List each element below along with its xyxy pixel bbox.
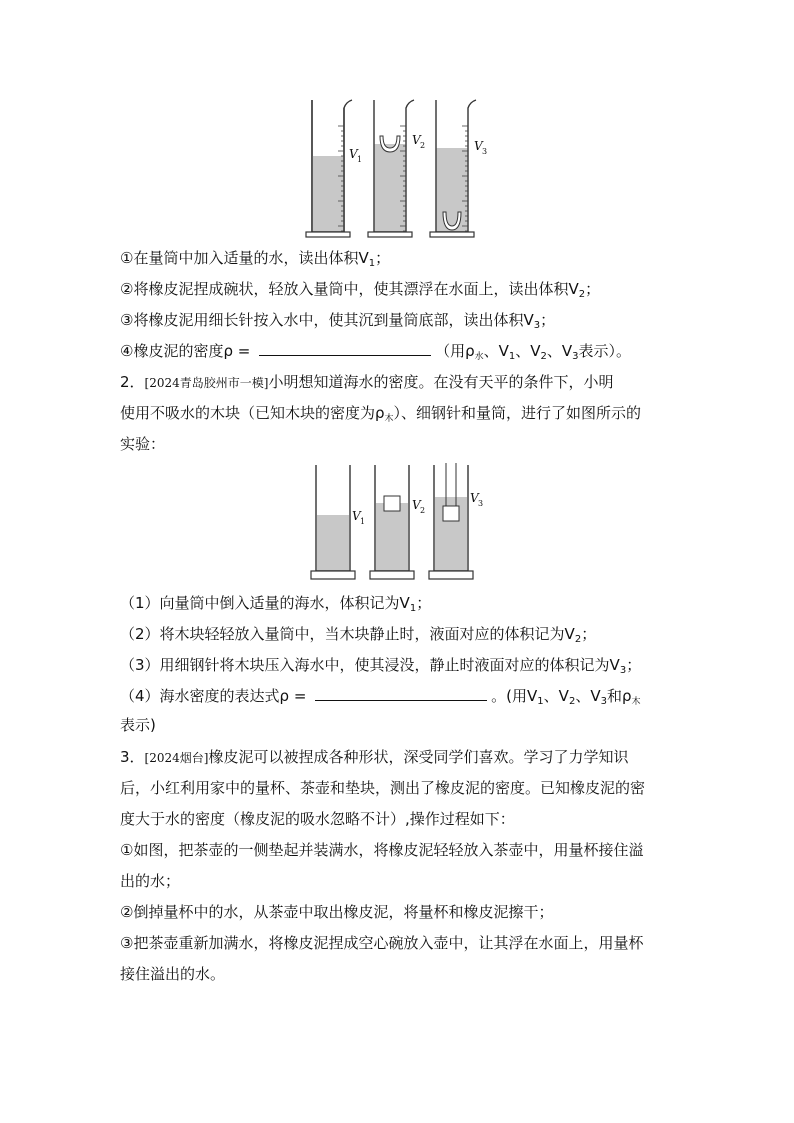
w-v3-sub: 3 (478, 499, 484, 508)
w-v3-label: V (470, 491, 479, 505)
answer-blank-1[interactable] (259, 341, 431, 356)
q1-step-3-sub: 3 (533, 320, 541, 331)
q2-line-1 (120, 372, 680, 393)
q2-step-4-text: （4）海水密度的表达式ρ = (120, 687, 312, 705)
q2-p1: 、V (543, 687, 569, 705)
q2-number: 2． (120, 373, 145, 391)
cylinder-2 (368, 100, 414, 237)
q2-step-3 (120, 655, 680, 675)
figure-cylinders-wood (308, 463, 498, 585)
q2-step-4-cont-text: 表示) (120, 716, 156, 734)
v1-sub: 1 (357, 155, 363, 164)
q3-line-5-text: 出的水； (120, 872, 181, 890)
w-v2-sub: 2 (420, 506, 426, 515)
q2-step-2-sub: 2 (574, 634, 582, 645)
cylinder-c (429, 463, 473, 579)
q1-step-1-sub: 1 (368, 258, 376, 269)
q1-step-2 (120, 279, 680, 299)
q1-step-1-end: ； (375, 249, 391, 267)
q1-s2: 2 (540, 351, 547, 362)
q3-line-2 (120, 778, 680, 798)
q2-step-3-sub: 3 (619, 665, 627, 676)
rho-water-sub: 水 (474, 352, 484, 362)
q1-step-2-sub: 2 (578, 289, 586, 300)
submerged-block (443, 506, 459, 521)
q1-v-c: 、V (546, 342, 573, 360)
rho-wood-sub: 木 (384, 414, 394, 424)
q2-after: 。(用V (491, 687, 538, 705)
q1-step-4 (120, 341, 680, 361)
q1-step-4-paren: （用ρ (435, 342, 475, 360)
q1-step-1-text: ①在量筒中加入适量的水，读出体积V (120, 249, 369, 267)
q2-line-3 (120, 434, 680, 454)
q2-step-1-text: （1）向量筒中倒入适量的海水，体积记为V (120, 594, 410, 612)
q2-step-2-text: （2）将木块轻轻放入量筒中，当木块静止时，液面对应的体积记为V (120, 625, 575, 643)
w-v1-label: V (352, 509, 361, 523)
q1-v-a: 、V (483, 342, 509, 360)
q3-line-7 (120, 933, 680, 953)
q3-line-8-text: 接住溢出的水。 (120, 965, 226, 983)
cylinder-1 (306, 100, 352, 237)
q1-s3: 3 (572, 351, 579, 362)
q2-step-3-text: （3）用细钢针将木块压入海水中，使其浸没，静止时液面对应的体积记为V (120, 656, 620, 674)
q3-line-6-text: ②倒掉量杯中的水，从茶壶中取出橡皮泥，将量杯和橡皮泥擦干； (120, 903, 554, 921)
v2-label: V (412, 133, 421, 147)
q2-line-2-end: ）、细钢针和量筒，进行了如图所示的 (393, 404, 642, 422)
figure-cylinders-plasticine (300, 96, 510, 242)
q2-s3: 3 (600, 696, 607, 707)
q3-source: [2024烟台] (144, 751, 209, 765)
q2-s1: 1 (537, 696, 544, 707)
q2-step-4 (120, 686, 680, 706)
v3-sub: 3 (482, 147, 488, 156)
q1-step-3-end: ； (540, 311, 556, 329)
q2-step-1-sub: 1 (409, 603, 417, 614)
q3-line-6 (120, 902, 680, 922)
q3-line-2-text: 后，小红利用家中的量杯、茶壶和垫块，测出了橡皮泥的密度。已知橡皮泥的密 (120, 779, 646, 797)
cylinder-a (311, 465, 355, 579)
v1-label: V (349, 147, 358, 161)
q2-source: [2024青岛胶州市一模] (144, 376, 269, 390)
q3-line-1 (120, 747, 680, 768)
q3-line-4-text: ①如图，把茶壶的一侧垫起并装满水，将橡皮泥轻轻放入茶壶中，用量杯接住溢 (120, 841, 644, 859)
floating-block (384, 496, 400, 511)
q3-line-3-text: 度大于水的密度（橡皮泥的吸水忽略不计）,操作过程如下： (120, 810, 515, 828)
q3-line-3 (120, 809, 680, 829)
q2-p3: 和ρ (606, 687, 632, 705)
q2-step-2 (120, 624, 680, 644)
q3-line-5 (120, 871, 680, 891)
q3-line-4 (120, 840, 680, 860)
q2-step-4-cont (120, 715, 680, 735)
q3-line-1-text: 橡皮泥可以被捏成各种形状，深受同学们喜欢。学习了力学知识 (208, 748, 629, 766)
v2-sub: 2 (420, 141, 426, 150)
q3-line-8 (120, 964, 680, 984)
v3-label: V (474, 139, 483, 153)
q1-step-3 (120, 310, 680, 330)
q2-step-3-end: ； (626, 656, 642, 674)
q2-line-2 (120, 403, 680, 423)
q2-rho-sub: 木 (631, 697, 641, 707)
cylinder-b (370, 465, 414, 579)
q1-tail: 表示）。 (578, 342, 632, 360)
q1-s1: 1 (508, 351, 516, 362)
q3-line-7-text: ③把茶壶重新加满水，将橡皮泥捏成空心碗放入壶中，让其浮在水面上，用量杯 (120, 934, 644, 952)
q1-step-3-text: ③将橡皮泥用细长针按入水中，使其沉到量筒底部，读出体积V (120, 311, 534, 329)
q1-step-2-text: ②将橡皮泥捏成碗状，轻放入量筒中，使其漂浮在水面上，读出体积V (120, 280, 579, 298)
q2-p2: 、V (575, 687, 601, 705)
q1-step-2-end: ； (585, 280, 601, 298)
q3-number: 3． (120, 748, 145, 766)
w-v2-label: V (412, 498, 421, 512)
q2-line-2-text: 使用不吸水的木块（已知木块的密度为ρ (120, 404, 385, 422)
q2-step-2-end: ； (581, 625, 597, 643)
q1-v-b: 、V (515, 342, 541, 360)
q1-step-1 (120, 248, 680, 268)
cylinder-3 (430, 100, 476, 237)
q2-line-1-text: 小明想知道海水的密度。在没有天平的条件下，小明 (268, 373, 614, 391)
q1-step-4-text: ④橡皮泥的密度ρ = (120, 342, 256, 360)
q2-step-1-end: ； (416, 594, 432, 612)
w-v1-sub: 1 (360, 517, 366, 526)
q2-step-1 (120, 593, 680, 613)
answer-blank-2[interactable] (315, 686, 487, 701)
q2-line-3-text: 实验： (120, 435, 166, 453)
q2-s2: 2 (568, 696, 576, 707)
